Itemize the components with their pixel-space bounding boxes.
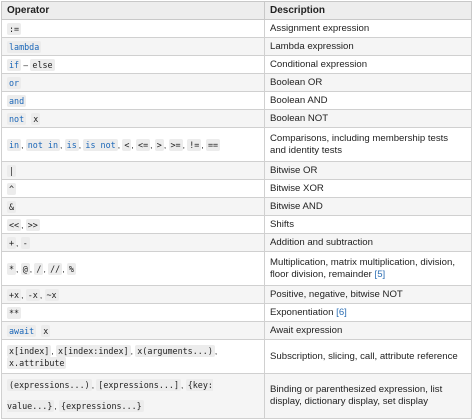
table-row — [2, 74, 472, 92]
operator-code: (expressions...) — [9, 380, 90, 390]
operator-cell — [2, 74, 265, 92]
table-row — [2, 234, 472, 252]
description-column-header: Description — [265, 2, 472, 20]
description-cell: Addition and subtraction — [265, 234, 472, 252]
description-cell: Await expression — [265, 322, 472, 340]
operator-code: not — [9, 113, 25, 124]
table-row — [2, 56, 472, 74]
table-row — [2, 180, 472, 198]
operator-code: + — [9, 237, 15, 248]
operator-code: - — [22, 237, 28, 248]
operator-cell — [2, 92, 265, 110]
operator-code: x[index] — [9, 345, 50, 356]
description-cell: Bitwise AND — [265, 198, 472, 216]
table-row — [2, 304, 472, 322]
operator-cell: x[index] , x[index:index] , x(arguments...) , x.attribute — [2, 340, 265, 374]
operator-code: await — [9, 325, 35, 336]
operator-code: >= — [170, 139, 181, 150]
description-cell — [265, 252, 472, 286]
operator-code: << — [9, 219, 20, 230]
operator-code: is not — [85, 139, 116, 150]
table-header-row — [2, 2, 472, 20]
operator-code: % — [68, 263, 74, 274]
operator-cell — [2, 110, 265, 128]
operator-cell: + , - — [2, 234, 265, 252]
description-cell: Shifts — [265, 216, 472, 234]
description-cell: Positive, negative, bitwise NOT — [265, 286, 472, 304]
operator-column-header: Operator — [2, 2, 265, 20]
description-cell: Subscription, slicing, call, attribute reference — [265, 340, 472, 374]
operator-code: := — [9, 23, 20, 34]
operator-code: | — [9, 165, 15, 176]
operator-code: ** — [9, 307, 20, 318]
description-cell: Bitwise XOR — [265, 180, 472, 198]
operator-code: x — [43, 325, 49, 336]
description-text: Exponentiation — [270, 306, 334, 318]
operator-code: < — [124, 139, 130, 150]
operator-code: not in — [27, 139, 59, 150]
description-text: Multiplication, matrix multiplication, division, floor division, remainder — [270, 256, 456, 280]
operator-cell — [2, 180, 265, 198]
operator-cell — [2, 38, 265, 56]
operator-code: ^ — [9, 183, 15, 194]
operator-code: in — [9, 139, 20, 150]
operator-cell — [2, 304, 265, 322]
operator-code: -x — [27, 289, 38, 300]
description-cell: Boolean NOT — [265, 110, 472, 128]
operator-precedence-table — [1, 1, 472, 419]
description-cell: Comparisons, including membership tests and identity tests — [265, 128, 472, 162]
table-row — [2, 198, 472, 216]
table-row — [2, 340, 472, 374]
description-cell: Boolean AND — [265, 92, 472, 110]
operator-code: == — [208, 139, 219, 150]
operator-code: <= — [138, 139, 149, 150]
footnote-link[interactable]: [6] — [336, 306, 347, 318]
operator-code: x[index:index] — [58, 345, 129, 356]
operator-code: or — [9, 77, 20, 88]
operator-cell — [2, 322, 265, 340]
operator-code: x — [33, 113, 39, 124]
operator-code: {expressions...} — [61, 401, 142, 411]
operator-code: x.attribute — [9, 357, 65, 368]
table-row — [2, 92, 472, 110]
operator-code: @ — [22, 263, 28, 274]
operator-code: != — [189, 139, 200, 150]
operator-code: +x — [9, 289, 20, 300]
table-row — [2, 252, 472, 286]
operator-code: if — [9, 59, 20, 70]
table-row — [2, 216, 472, 234]
operator-cell — [2, 56, 265, 74]
operator-code: & — [9, 201, 15, 212]
description-cell: Boolean OR — [265, 74, 472, 92]
operator-code: >> — [27, 219, 38, 230]
table-row — [2, 374, 472, 419]
description-cell: Conditional expression — [265, 56, 472, 74]
operator-code: {key: value...} — [7, 380, 213, 411]
table-row — [2, 110, 472, 128]
operator-code: lambda — [9, 41, 40, 52]
operator-code: x(arguments...) — [137, 345, 213, 356]
table-row — [2, 38, 472, 56]
description-cell: Binding or parenthesized expression, list display, dictionary display, set display — [265, 374, 472, 419]
operator-cell: << , >> — [2, 216, 265, 234]
operator-code: * — [9, 263, 15, 274]
operator-cell: * , @ , / , // , % — [2, 252, 265, 286]
table-row — [2, 286, 472, 304]
operator-cell: (expressions...) , [expressions...] , {key: value...} , {expressions...} — [2, 374, 265, 419]
operator-cell: +x , -x , ~x — [2, 286, 265, 304]
operator-code: [expressions...] — [98, 380, 180, 390]
description-cell: Assignment expression — [265, 20, 472, 38]
operator-code: / — [36, 263, 42, 274]
table-row — [2, 20, 472, 38]
operator-code: is — [66, 139, 77, 150]
description-cell: Bitwise OR — [265, 162, 472, 180]
operator-code: else — [32, 59, 53, 70]
operator-separator: – — [21, 59, 31, 70]
operator-cell — [2, 162, 265, 180]
operator-code: ~x — [46, 289, 57, 300]
description-cell: Lambda expression — [265, 38, 472, 56]
table-row — [2, 162, 472, 180]
table-row — [2, 322, 472, 340]
operator-code: > — [156, 139, 162, 150]
operator-cell — [2, 20, 265, 38]
operator-cell — [2, 198, 265, 216]
operator-cell: in , not in , is , is not , < , <= , > , >= , != , == — [2, 128, 265, 162]
footnote-link[interactable]: [5] — [374, 268, 386, 280]
table-row — [2, 128, 472, 162]
operator-code: // — [50, 263, 61, 274]
description-cell — [265, 304, 472, 322]
operator-code: and — [9, 95, 25, 106]
